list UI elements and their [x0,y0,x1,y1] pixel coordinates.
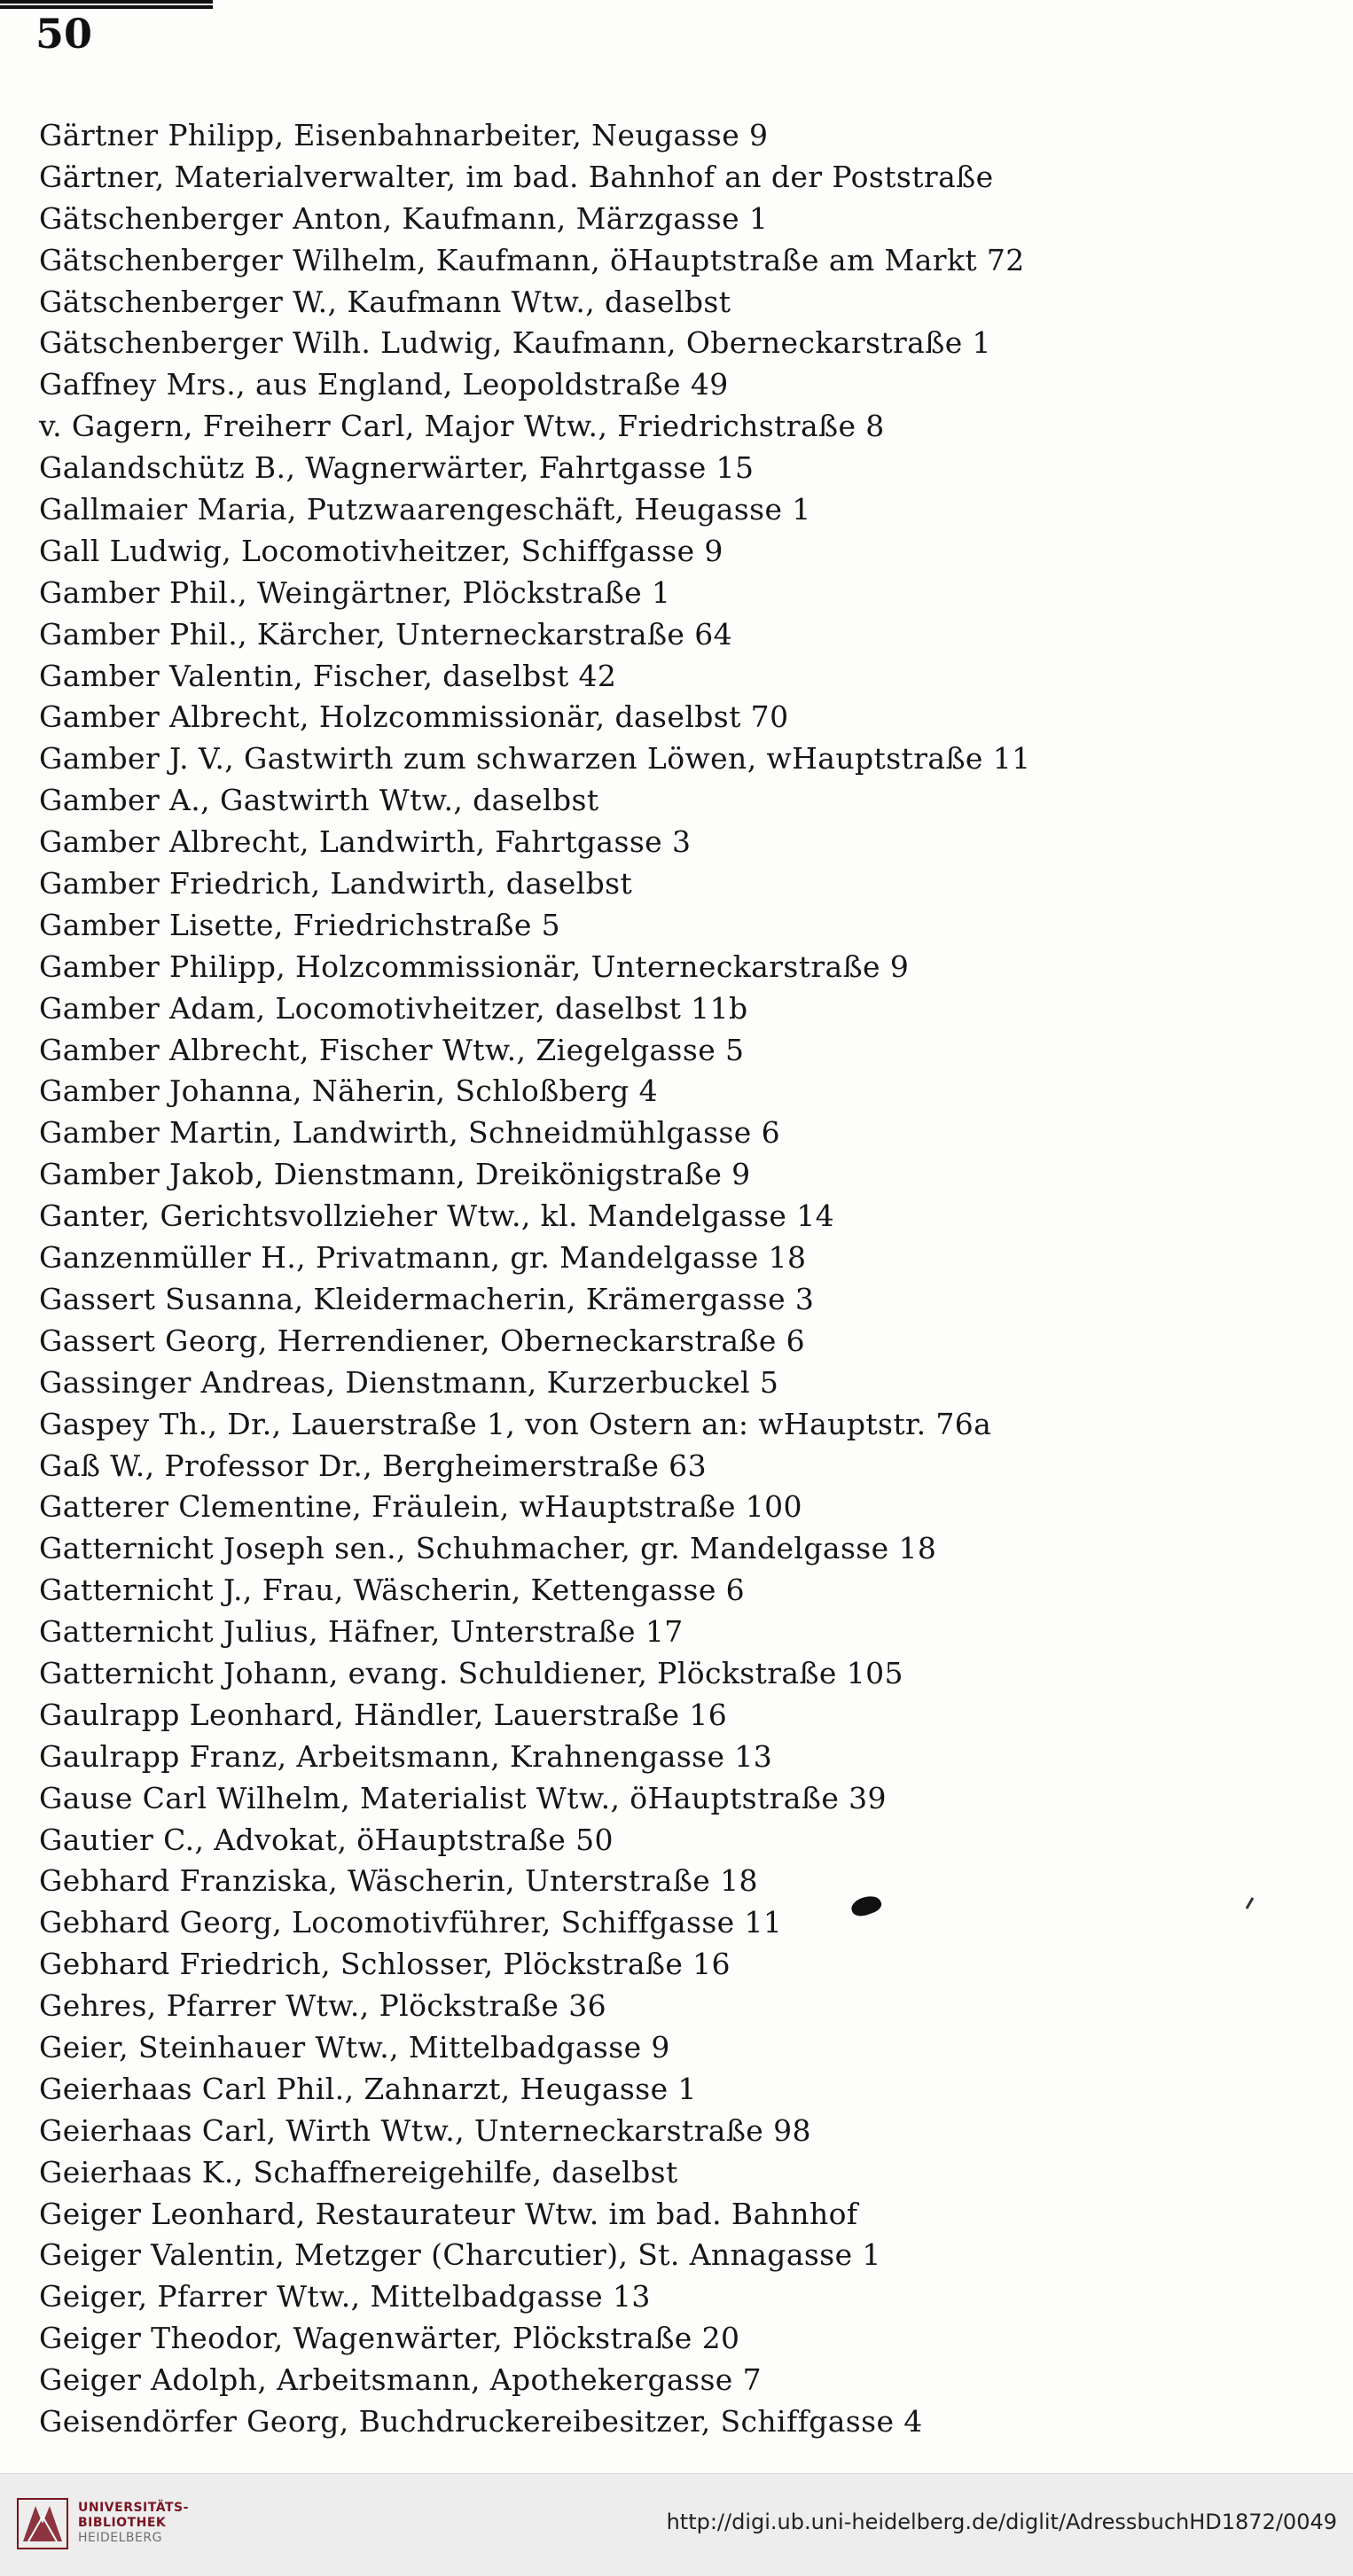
directory-entry: Gatternicht Johann, evang. Schuldiener, Plöckstraße 105 [39,1655,903,1690]
directory-entry: Gatternicht Julius, Häfner, Unterstraße 17 [39,1614,684,1650]
source-link[interactable]: http://digi.ub.uni-heidelberg.de/diglit/AdressbuchHD1872/0049 [666,2510,1337,2534]
directory-entry: Gätschenberger Wilh. Ludwig, Kaufmann, Oberneckarstraße 1 [39,325,991,361]
directory-entry: Gätschenberger W., Kaufmann Wtw., daselbst [39,284,731,319]
directory-entry: Gall Ludwig, Locomotivheitzer, Schiffgasse 9 [39,533,723,568]
directory-entry: Gebhard Georg, Locomotivführer, Schiffgasse 11 [39,1905,783,1940]
directory-entry: Geiger Adolph, Arbeitsmann, Apothekergasse 7 [39,2362,763,2398]
directory-entry: Gamber Jakob, Dienstmann, Dreikönigstraße 9 [39,1157,751,1192]
directory-entry: Gaulrapp Leonhard, Händler, Lauerstraße 16 [39,1697,728,1732]
directory-entry: Gamber Phil., Kärcher, Unterneckarstraße 64 [39,616,733,652]
directory-entry: Geierhaas Carl Phil., Zahnarzt, Heugasse 1 [39,2071,697,2106]
directory-entry: Geier, Steinhauer Wtw., Mittelbadgasse 9 [39,2029,670,2065]
directory-entry: Gamber J. V., Gastwirth zum schwarzen Löwen, wHauptstraße 11 [39,741,1031,777]
directory-entry: Geiger Leonhard, Restaurateur Wtw. im bad. Bahnhof [39,2196,858,2231]
directory-entry: Gassert Susanna, Kleidermacherin, Krämergasse 3 [39,1281,815,1316]
directory-entry: Gebhard Franziska, Wäscherin, Unterstraße 18 [39,1863,758,1899]
directory-entry: Gärtner Philipp, Eisenbahnarbeiter, Neugasse 9 [39,118,769,152]
directory-entry: Geierhaas Carl, Wirth Wtw., Unterneckarstraße 98 [39,2112,811,2148]
directory-entry: Gehres, Pfarrer Wtw., Plöckstraße 36 [39,1988,606,2024]
directory-entry: Gamber Lisette, Friedrichstraße 5 [39,907,561,942]
directory-entry: Geierhaas K., Schaffnereigehilfe, daselbst [39,2154,678,2190]
directory-entry: Geisendörfer Georg, Buchdruckereibesitzer, Schiffgasse 4 [39,2403,923,2439]
directory-entry: Gamber A., Gastwirth Wtw., daselbst [39,783,599,818]
directory-entry: Geiger Valentin, Metzger (Charcutier), St. Annagasse 1 [39,2237,881,2273]
directory-entry: Gebhard Friedrich, Schlosser, Plöckstraße 16 [39,1947,731,1982]
directory-entry: Gamber Friedrich, Landwirth, daselbst [39,866,633,902]
directory-entry: Gamber Martin, Landwirth, Schneidmühlgasse 6 [39,1115,781,1151]
directory-entry: Gamber Albrecht, Fischer Wtw., Ziegelgasse 5 [39,1032,745,1067]
directory-entry: Ganzenmüller H., Privatmann, gr. Mandelgasse 18 [39,1240,807,1276]
directory-entry: Gamber Phil., Weingärtner, Plöckstraße 1 [39,574,671,610]
directory-entry: Galandschütz B., Wagnerwärter, Fahrtgasse 15 [39,450,755,486]
library-name [78,2501,189,2546]
directory-entry: Gätschenberger Anton, Kaufmann, Märzgasse 1 [39,200,769,236]
directory-entry: Gause Carl Wilhelm, Materialist Wtw., öHauptstraße 39 [39,1780,887,1815]
footer-bar [0,2473,1353,2576]
directory-entry: Gamber Valentin, Fischer, daselbst 42 [39,658,617,693]
directory-entry: Gätschenberger Wilhelm, Kaufmann, öHauptstraße am Markt 72 [39,242,1025,277]
header-rule [0,0,213,9]
directory-entry: Geiger Theodor, Wagenwärter, Plöckstraße 20 [39,2321,740,2356]
directory-entry: Gatternicht J., Frau, Wäscherin, Kettengasse 6 [39,1573,746,1608]
directory-entry: Gallmaier Maria, Putzwaarengeschäft, Heugasse 1 [39,492,811,527]
directory-entry: Gärtner, Materialverwalter, im bad. Bahnhof an der Poststraße [39,159,994,194]
directory-entries [39,115,1316,2443]
directory-entry: Gassinger Andreas, Dienstmann, Kurzerbuckel 5 [39,1364,779,1400]
directory-entry: Gaulrapp Franz, Arbeitsmann, Krahnengasse 13 [39,1738,773,1774]
library-name-line3: HEIDELBERG [78,2531,162,2545]
page-number: 50 [35,10,93,58]
directory-entry: Gautier C., Advokat, öHauptstraße 50 [39,1822,614,1857]
directory-entry: Gamber Albrecht, Holzcommissionär, daselbst 70 [39,699,789,735]
directory-entry: Gamber Johanna, Näherin, Schloßberg 4 [39,1073,658,1109]
directory-entry: Gatternicht Joseph sen., Schuhmacher, gr. Mandelgasse 18 [39,1531,937,1566]
library-name-line2: BIBLIOTHEK [78,2516,167,2530]
directory-entry: Gatterer Clementine, Fräulein, wHauptstraße 100 [39,1489,802,1525]
library-name-line1: UNIVERSITÄTS- [78,2501,189,2515]
directory-entry: Gaß W., Professor Dr., Bergheimerstraße 63 [39,1448,707,1483]
directory-entry: Ganter, Gerichtsvollzieher Wtw., kl. Mandelgasse 14 [39,1198,835,1234]
directory-entry: Gaffney Mrs., aus England, Leopoldstraße 49 [39,367,729,402]
directory-entry: Gamber Philipp, Holzcommissionär, Unterneckarstraße 9 [39,948,910,984]
directory-entry: Gamber Albrecht, Landwirth, Fahrtgasse 3 [39,824,692,860]
directory-entry: Geiger, Pfarrer Wtw., Mittelbadgasse 13 [39,2279,651,2314]
directory-entry: Gassert Georg, Herrendiener, Oberneckarstraße 6 [39,1323,806,1358]
directory-entry: Gamber Adam, Locomotivheitzer, daselbst 11b [39,990,748,1026]
directory-entry: v. Gagern, Freiherr Carl, Major Wtw., Friedrichstraße 8 [39,409,885,444]
directory-entry: Gaspey Th., Dr., Lauerstraße 1, von Ostern an: wHauptstr. 76a [39,1406,992,1441]
university-logo-icon [16,2497,69,2550]
